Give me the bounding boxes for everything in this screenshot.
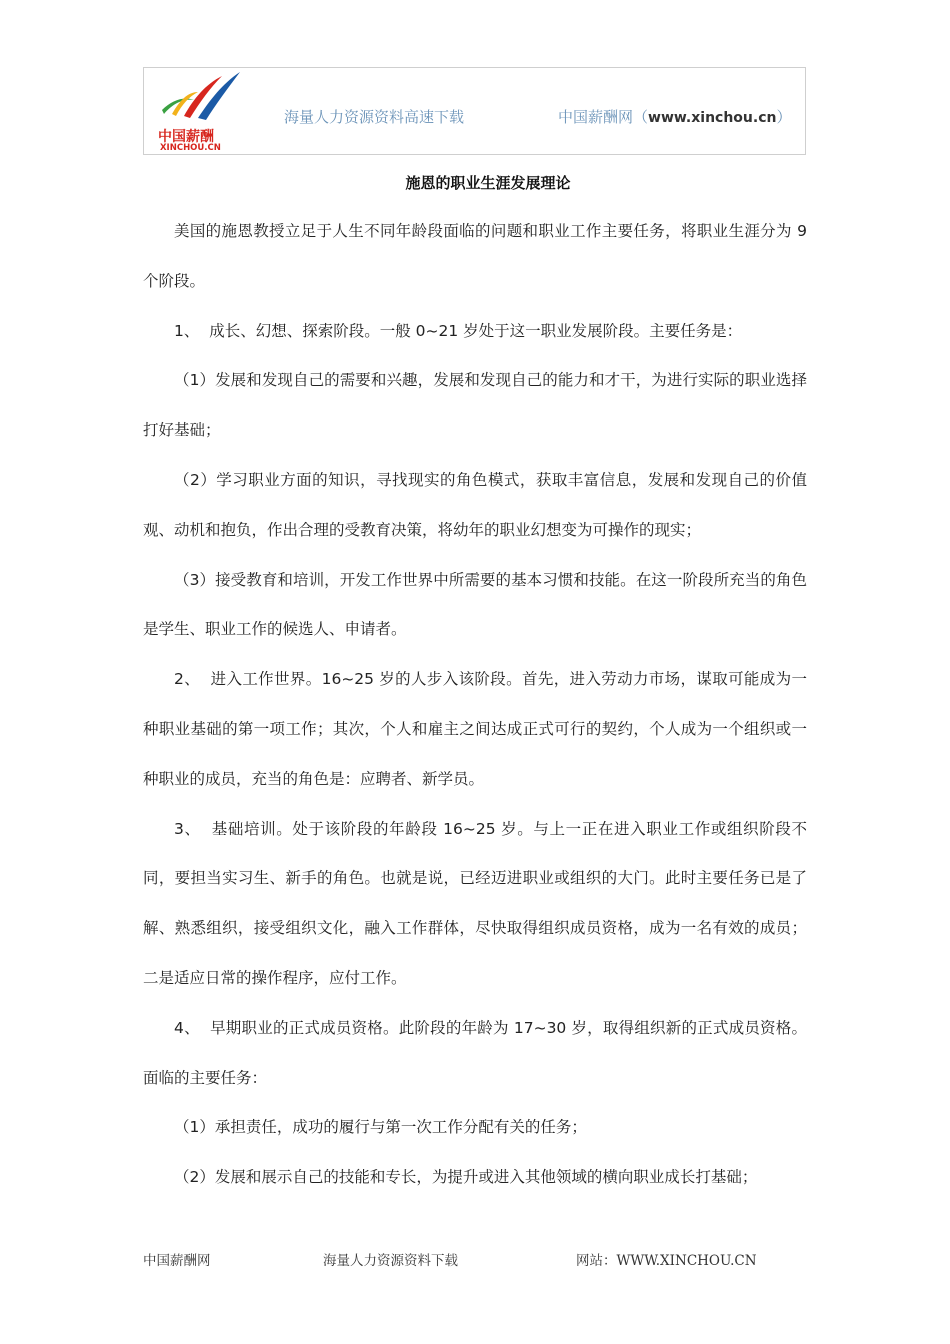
site-close-paren: ） bbox=[776, 108, 792, 126]
header-banner bbox=[143, 67, 806, 155]
paragraph-stage-2: 2、 进入工作世界。16~25 岁的人步入该阶段。首先，进入劳动力市场，谋取可能成为一种职业基础的第一项工作；其次，个人和雇主之间达成正式可行的契约，个人成为一个组织或一种职业的成员，充当的角色是：应聘者、新学员。 bbox=[143, 670, 807, 788]
document-body bbox=[143, 207, 812, 1203]
paragraph-intro: 美国的施恩教授立足于人生不同年龄段面临的问题和职业工作主要任务，将职业生涯分为 9 个阶段。 bbox=[143, 222, 812, 290]
page-footer bbox=[0, 1249, 950, 1269]
paragraph-stage-4: 4、 早期职业的正式成员资格。此阶段的年龄为 17~30 岁，取得组织新的正式成员资格。面临的主要任务： bbox=[143, 1018, 807, 1087]
paragraph-stage-4-item-1: （1）承担责任，成功的履行与第一次工作分配有关的任务； bbox=[174, 1118, 587, 1137]
banner-site bbox=[558, 106, 792, 127]
footer-left: 中国薪酬网 bbox=[143, 1253, 211, 1269]
document-title: 施恩的职业生涯发展理论 bbox=[405, 174, 571, 192]
paragraph-stage-1-item-3: （3）接受教育和培训，开发工作世界中所需要的基本习惯和技能。在这一阶段所充当的角色是学生、职业工作的候选人、申请者。 bbox=[143, 570, 807, 639]
logo-english-text: XINCHOU.CN bbox=[160, 143, 221, 153]
paragraph-stage-3: 3、 基础培训。处于该阶段的年龄段 16~25 岁。与上一正在进入职业工作或组织阶段不同，要担当实习生、新手的角色。也就是说，已经迈进职业或组织的大门。此时主要任务已是了解、熟悉组织，接受组织文化，融入工作群体，尽快取得组织成员资格，成为一名有效的成员；二是适应日常的操作程序，应付工作。 bbox=[143, 819, 807, 987]
footer-center: 海量人力资源资料下载 bbox=[323, 1253, 458, 1269]
paragraph-stage-1-item-2: （2）学习职业方面的知识，寻找现实的角色模式，获取丰富信息，发展和发现自己的价值观、动机和抱负，作出合理的受教育决策，将幼年的职业幻想变为可操作的现实； bbox=[143, 470, 807, 539]
paragraph-stage-1: 1、 成长、幻想、探索阶段。一般 0~21 岁处于这一职业发展阶段。主要任务是： bbox=[174, 321, 743, 340]
site-url-link[interactable]: www.xinchou.cn bbox=[648, 110, 777, 126]
site-label: 中国薪酬网（ bbox=[558, 108, 649, 126]
footer-right: 网站：WWW.XINCHOU.CN bbox=[576, 1253, 757, 1269]
logo-chinese-text: 中国薪酬 bbox=[158, 129, 214, 145]
banner-slogan: 海量人力资源资料高速下载 bbox=[284, 108, 465, 126]
paragraph-stage-4-item-2: （2）发展和展示自己的技能和专长，为提升或进入其他领域的横向职业成长打基础； bbox=[174, 1168, 758, 1187]
paragraph-stage-1-item-1: （1）发展和发现自己的需要和兴趣，发展和发现自己的能力和才干，为进行实际的职业选择打好基础； bbox=[143, 371, 807, 440]
swoosh-logo-icon bbox=[158, 70, 242, 126]
xinchou-logo bbox=[154, 70, 244, 154]
